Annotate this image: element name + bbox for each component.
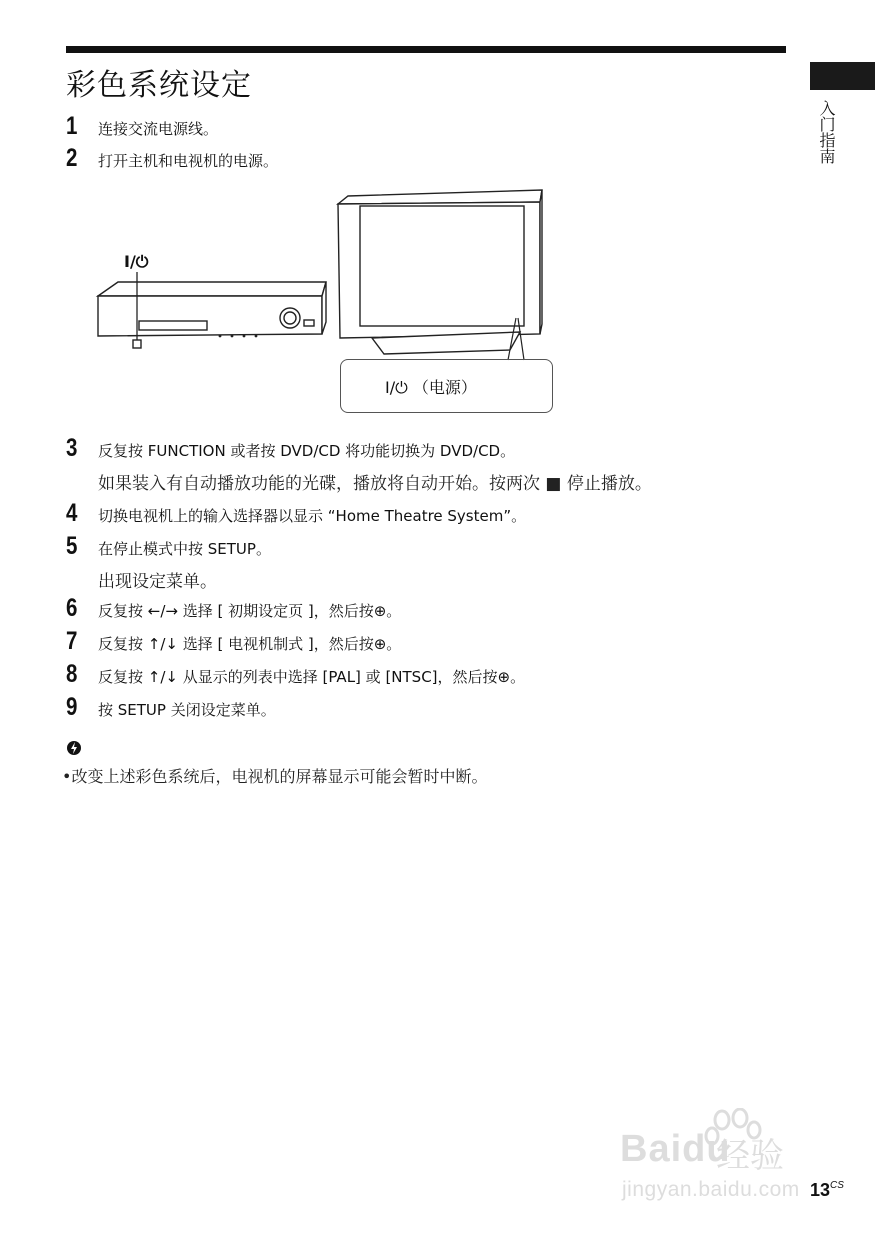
page-title: 彩色系统设定 bbox=[66, 68, 252, 103]
callout-label: I/⏻ （电源） bbox=[385, 378, 477, 397]
watermark-brand: Baidu bbox=[620, 1128, 731, 1170]
section-tab bbox=[810, 62, 875, 90]
step-number: 6 bbox=[66, 594, 78, 622]
power-button-label: I/⏻ bbox=[124, 252, 149, 271]
step-text: 打开主机和电视机的电源。 bbox=[98, 152, 279, 170]
receiver-unit bbox=[98, 282, 326, 348]
step-number: 7 bbox=[66, 627, 78, 655]
header-rule bbox=[66, 46, 786, 53]
step-text: 反复按 ↑/↓ 从显示的列表中选择 [PAL] 或 [NTSC]，然后按⊕。 bbox=[98, 668, 526, 686]
step-text: 连接交流电源线。 bbox=[98, 120, 219, 138]
step-text: 反复按 ←/→ 选择 [ 初期设定页 ]，然后按⊕。 bbox=[98, 602, 402, 620]
step-note: 出现设定菜单。 bbox=[98, 572, 217, 592]
section-label: 入门指南 bbox=[817, 100, 836, 164]
step-number: 8 bbox=[66, 660, 78, 688]
page-number: 13 bbox=[810, 1180, 831, 1200]
step-note: 如果装入有自动播放功能的光碟，播放将自动开始。按两次 ■ 停止播放。 bbox=[98, 474, 652, 494]
page-language-suffix: CS bbox=[830, 1180, 844, 1191]
step-number: 1 bbox=[66, 112, 78, 140]
step-text: 切换电视机上的输入选择器以显示 “Home Theatre System”。 bbox=[98, 507, 527, 525]
step-text: 按 SETUP 关闭设定菜单。 bbox=[98, 701, 276, 719]
tip-text: •改变上述彩色系统后，电视机的屏幕显示可能会暂时中断。 bbox=[62, 767, 488, 786]
watermark-url: jingyan.baidu.com bbox=[622, 1178, 800, 1201]
tip-icon bbox=[66, 740, 82, 760]
step-number: 2 bbox=[66, 144, 78, 172]
step-text: 反复按 FUNCTION 或者按 DVD/CD 将功能切换为 DVD/CD。 bbox=[98, 442, 516, 460]
tv-unit bbox=[338, 190, 542, 354]
step-text: 在停止模式中按 SETUP。 bbox=[98, 540, 271, 558]
step-number: 9 bbox=[66, 693, 78, 721]
tv-power-callout bbox=[340, 359, 553, 413]
setup-illustration bbox=[90, 186, 570, 418]
step-text: 反复按 ↑/↓ 选择 [ 电视机制式 ]，然后按⊕。 bbox=[98, 635, 402, 653]
watermark-label: 经验 bbox=[716, 1136, 784, 1176]
step-number: 3 bbox=[66, 434, 78, 462]
step-number: 4 bbox=[66, 499, 78, 527]
step-number: 5 bbox=[66, 532, 78, 560]
